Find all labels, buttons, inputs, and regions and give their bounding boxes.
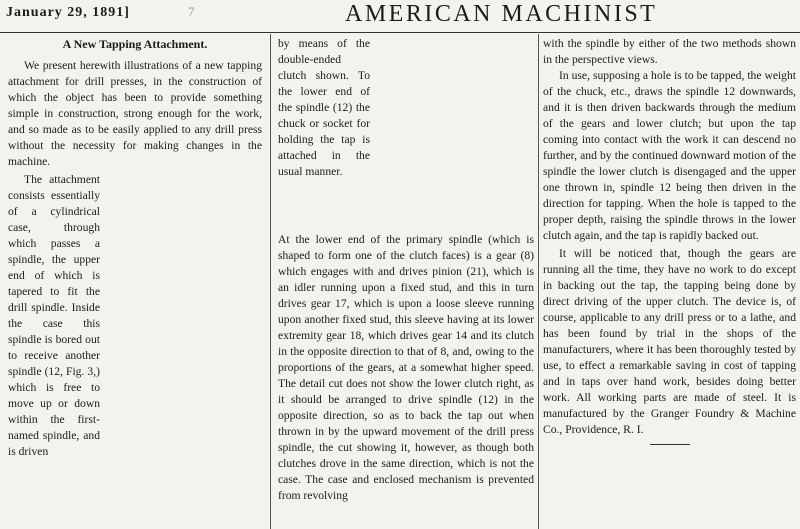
column-2-bottom — [278, 232, 534, 529]
column-3 — [543, 36, 796, 529]
paragraph-noticed: It will be noticed that, though the gears are running all the time, they have no work to do except in backing out the tap, the tapping being done by direct driving of the upper clutch. The device is, of course, applicable to any drill press or to a lathe, and has been found by trial in the shops of the manufacturers, where it has been thoroughly tested by use, to effect a remarkable saving in cost of tapping and in taps over hand work, besides doing better work. All working parts are made of steel. It is manufactured by the Granger Foundry & Machine Co., Providence, R. I. — [543, 247, 796, 436]
paragraph-intro: We present herewith illustrations of a new tapping attachment for drill presses, in the construction of which the object has been to provide something simple in construction, strong enough for the work, and so made as to be easily applied to any drill press without the necessity for making changes in the machine. — [8, 59, 262, 168]
column-2-top — [278, 36, 370, 232]
article-heading: A New Tapping Attachment. — [62, 37, 208, 51]
end-rule — [650, 444, 690, 445]
paragraph-attachment: The attachment consists essentially of a cylindrical case, through which passes a spindle, the upper end of which is tapered to fit the drill spindle. Inside the case this spindle is bored out to receive another spindle (12, Fig. 3,) which is free to move up or down within the first-named spindle, and is driven — [8, 173, 100, 458]
paragraph-gears: At the lower end of the primary spindle (which is shaped to form one of the clutch faces) is a gear (8) which engages with and drives pinion (21), which is an idler running upon a fixed stud, and this in turn drives gear 17, which is upon a loose sleeve running upon another fixed stud, this sleeve having at its lower extremity gear 18, which drives gear 14 and its clutch in the opposite direction to that of 8, and, owing to the proportions of the gears, at a somewhat higher speed. The detail cut does not show the lower clutch right, as it should be arranged to drive spindle (12) in the opposite direction, so as to back the tap out when thrown in by the upward movement of the drill press spindle, the cut showing it, however, as though both clutches drove in the same direction, which is not the case. The case and enclosed mechanism is prevented from revolving — [278, 233, 534, 502]
column-divider-1 — [270, 34, 271, 529]
column-1 — [8, 36, 262, 529]
paragraph-clutch: by means of the double-ended clutch shown. To the lower end of the spindle (12) the chuck or socket for holding the tap is attached in the usual manner. — [278, 37, 370, 178]
masthead — [0, 0, 800, 30]
publication-title: AMERICAN MACHINIST — [345, 1, 658, 27]
masthead-rule — [0, 32, 800, 33]
column-divider-2 — [538, 34, 539, 529]
issue-date: January 29, 1891] — [6, 5, 130, 20]
paragraph-in-use: In use, supposing a hole is to be tapped, the weight of the chuck, etc., draws the spindle 12 downwards, and it is then driven backwards through the medium of the gears and lower clutch; but upon the tap coming into contact with the work it can descend no further, and by the continued downward motion of the spindle the lower clutch is disengaged and the upper one thrown in, spindle 12 being then driven in the direction for tapping. When the hole is tapped to the proper depth, raising the spindle throws in the lower clutch again, and the tap is rapidly backed out. — [543, 69, 796, 242]
paragraph-continued: with the spindle by either of the two methods shown in the perspective views. — [543, 37, 796, 66]
page-mark: 7 — [188, 4, 195, 19]
